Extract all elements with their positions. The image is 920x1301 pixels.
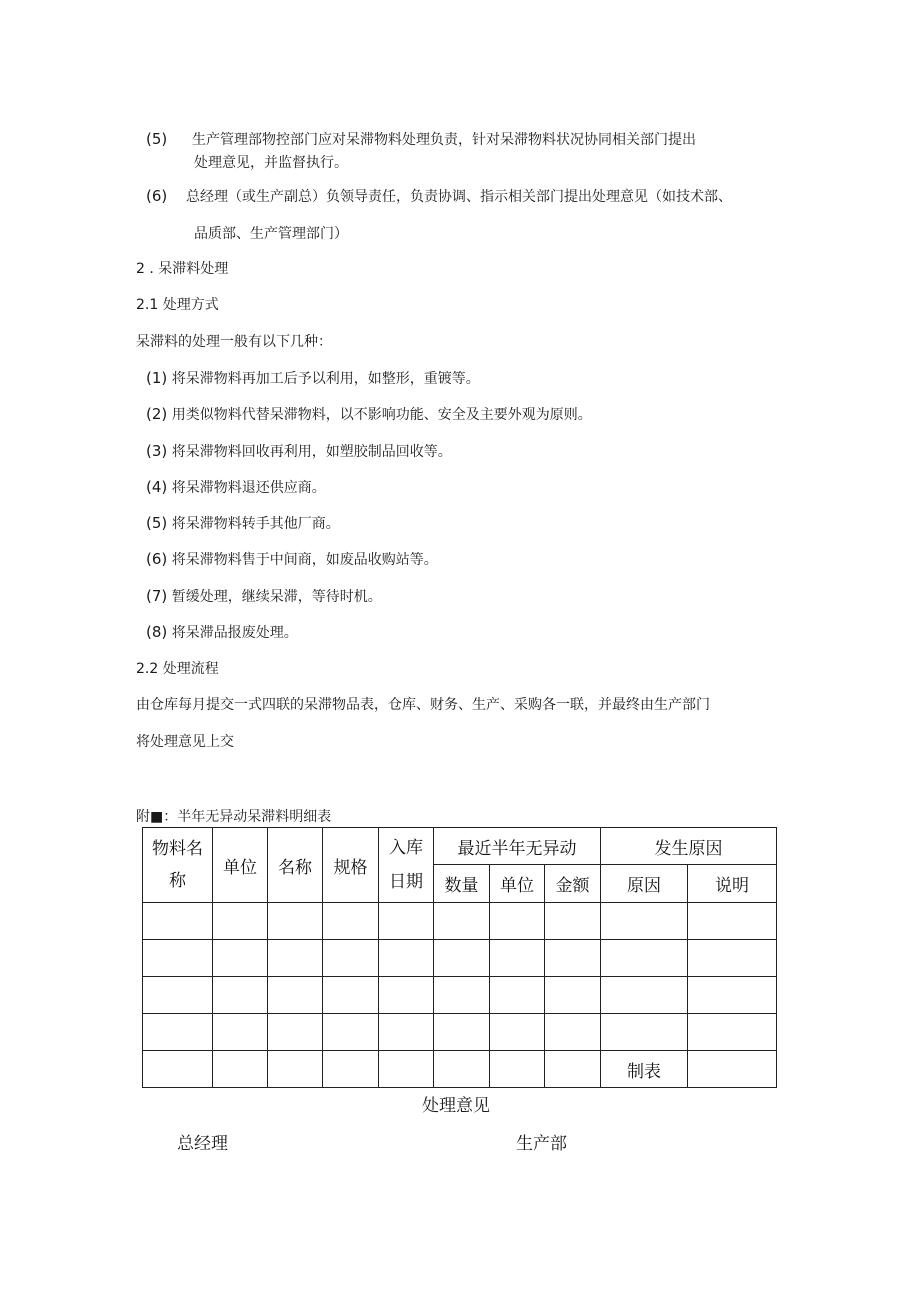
para-6-num: (6): [146, 187, 168, 205]
method-5: (5) 将呆滞物料转手其他厂商。: [146, 514, 340, 532]
table-cell: [434, 1014, 490, 1051]
para-5-line2: 处理意见，并监督执行。: [194, 155, 348, 171]
table-cell: [688, 1014, 777, 1051]
table-cell: [545, 977, 601, 1014]
table-cell: [601, 977, 688, 1014]
table-cell: [143, 903, 213, 940]
header-amount: 金额: [545, 865, 601, 903]
general-manager-label: 总经理: [177, 1134, 228, 1154]
para-6-line2: 品质部、生产管理部门）: [194, 226, 348, 242]
table-cell: [213, 903, 268, 940]
method-1: (1) 将呆滞物料再加工后予以利用，如整形，重镀等。: [146, 369, 480, 387]
flow-line2: 将处理意见上交: [136, 734, 234, 750]
opinion-heading: 处理意见: [422, 1096, 490, 1116]
method-8: (8) 将呆滞品报废处理。: [146, 623, 298, 641]
header-spec: 规格: [323, 828, 379, 903]
table-cell: [434, 977, 490, 1014]
table-cell: [545, 1014, 601, 1051]
table-cell: [601, 903, 688, 940]
method-7: (7) 暂缓处理，继续呆滞，等待时机。: [146, 587, 382, 605]
table-caption: 附■：半年无异动呆滞料明细表: [136, 809, 332, 825]
table-cell: [490, 1051, 545, 1088]
table-row: [143, 903, 777, 940]
table-cell: [379, 903, 434, 940]
table-cell: [379, 1051, 434, 1088]
table-cell: [213, 940, 268, 977]
table-cell: [434, 903, 490, 940]
table-cell: [143, 940, 213, 977]
method-2: (2) 用类似物料代替呆滞物料，以不影响功能、安全及主要外观为原则。: [146, 405, 592, 423]
table-row: [143, 977, 777, 1014]
table-row: [143, 1051, 777, 1088]
table-cell: [213, 977, 268, 1014]
table-cell: [379, 977, 434, 1014]
header-unit: 单位: [213, 828, 268, 903]
stagnant-material-table: [142, 827, 777, 1088]
table-cell: [434, 940, 490, 977]
heading-2-2: 2.2 处理流程: [136, 661, 219, 677]
header-in-date: 入库 日期: [379, 828, 434, 903]
table-cell: [688, 940, 777, 977]
header-cause-group: 发生原因: [601, 828, 777, 865]
method-4: (4) 将呆滞物料退还供应商。: [146, 478, 326, 496]
table-cell: [545, 1051, 601, 1088]
table-cell: [490, 940, 545, 977]
table-cell: [490, 903, 545, 940]
table-cell: [268, 977, 323, 1014]
production-dept-label: 生产部: [516, 1134, 567, 1154]
table-cell: [545, 903, 601, 940]
table-cell: [434, 1051, 490, 1088]
table-cell: [213, 1051, 268, 1088]
table-cell: [323, 977, 379, 1014]
table-maker-label: 制表: [601, 1051, 688, 1088]
header-no-movement-group: 最近半年无异动: [434, 828, 601, 865]
table-cell: [143, 977, 213, 1014]
table-cell: [213, 1014, 268, 1051]
table-cell: [379, 1014, 434, 1051]
table-cell: [268, 1014, 323, 1051]
table-cell: [323, 1014, 379, 1051]
flow-line1: 由仓库每月提交一式四联的呆滞物品表，仓库、财务、生产、采购各一联，并最终由生产部门: [136, 697, 710, 713]
table-cell: [490, 977, 545, 1014]
method-6: (6) 将呆滞物料售于中间商，如废品收购站等。: [146, 550, 438, 568]
table-cell: [323, 1051, 379, 1088]
table-cell: [601, 1014, 688, 1051]
table-cell: [268, 1051, 323, 1088]
heading-2-1: 2.1 处理方式: [136, 297, 219, 313]
table-cell: [268, 940, 323, 977]
table-cell: [601, 940, 688, 977]
table-cell: [323, 940, 379, 977]
para-5-num: (5): [146, 130, 168, 148]
header-material-name: 物料名 称: [143, 828, 213, 903]
table-cell: [688, 977, 777, 1014]
header-cause: 原因: [601, 865, 688, 903]
header-unit-2: 单位: [490, 865, 545, 903]
table-row: [143, 940, 777, 977]
table-cell: [143, 1014, 213, 1051]
para-5-line1: 生产管理部物控部门应对呆滞物料处理负责，针对呆滞物料状况协同相关部门提出: [192, 132, 696, 148]
header-quantity: 数量: [434, 865, 490, 903]
table-maker-value: [688, 1051, 777, 1088]
header-note: 说明: [688, 865, 777, 903]
table-cell: [688, 903, 777, 940]
table-cell: [323, 903, 379, 940]
table-cell: [379, 940, 434, 977]
method-3: (3) 将呆滞物料回收再利用，如塑胶制品回收等。: [146, 442, 452, 460]
table-cell: [490, 1014, 545, 1051]
table-row: [143, 1014, 777, 1051]
table-cell: [143, 1051, 213, 1088]
table-cell: [545, 940, 601, 977]
header-name: 名称: [268, 828, 323, 903]
heading-2: 2 . 呆滞料处理: [136, 261, 229, 277]
intro-text: 呆滞料的处理一般有以下几种：: [136, 334, 332, 350]
table-cell: [268, 903, 323, 940]
para-6-line1: 总经理（或生产副总）负领导责任，负责协调、指示相关部门提出处理意见（如技术部、: [186, 189, 732, 205]
